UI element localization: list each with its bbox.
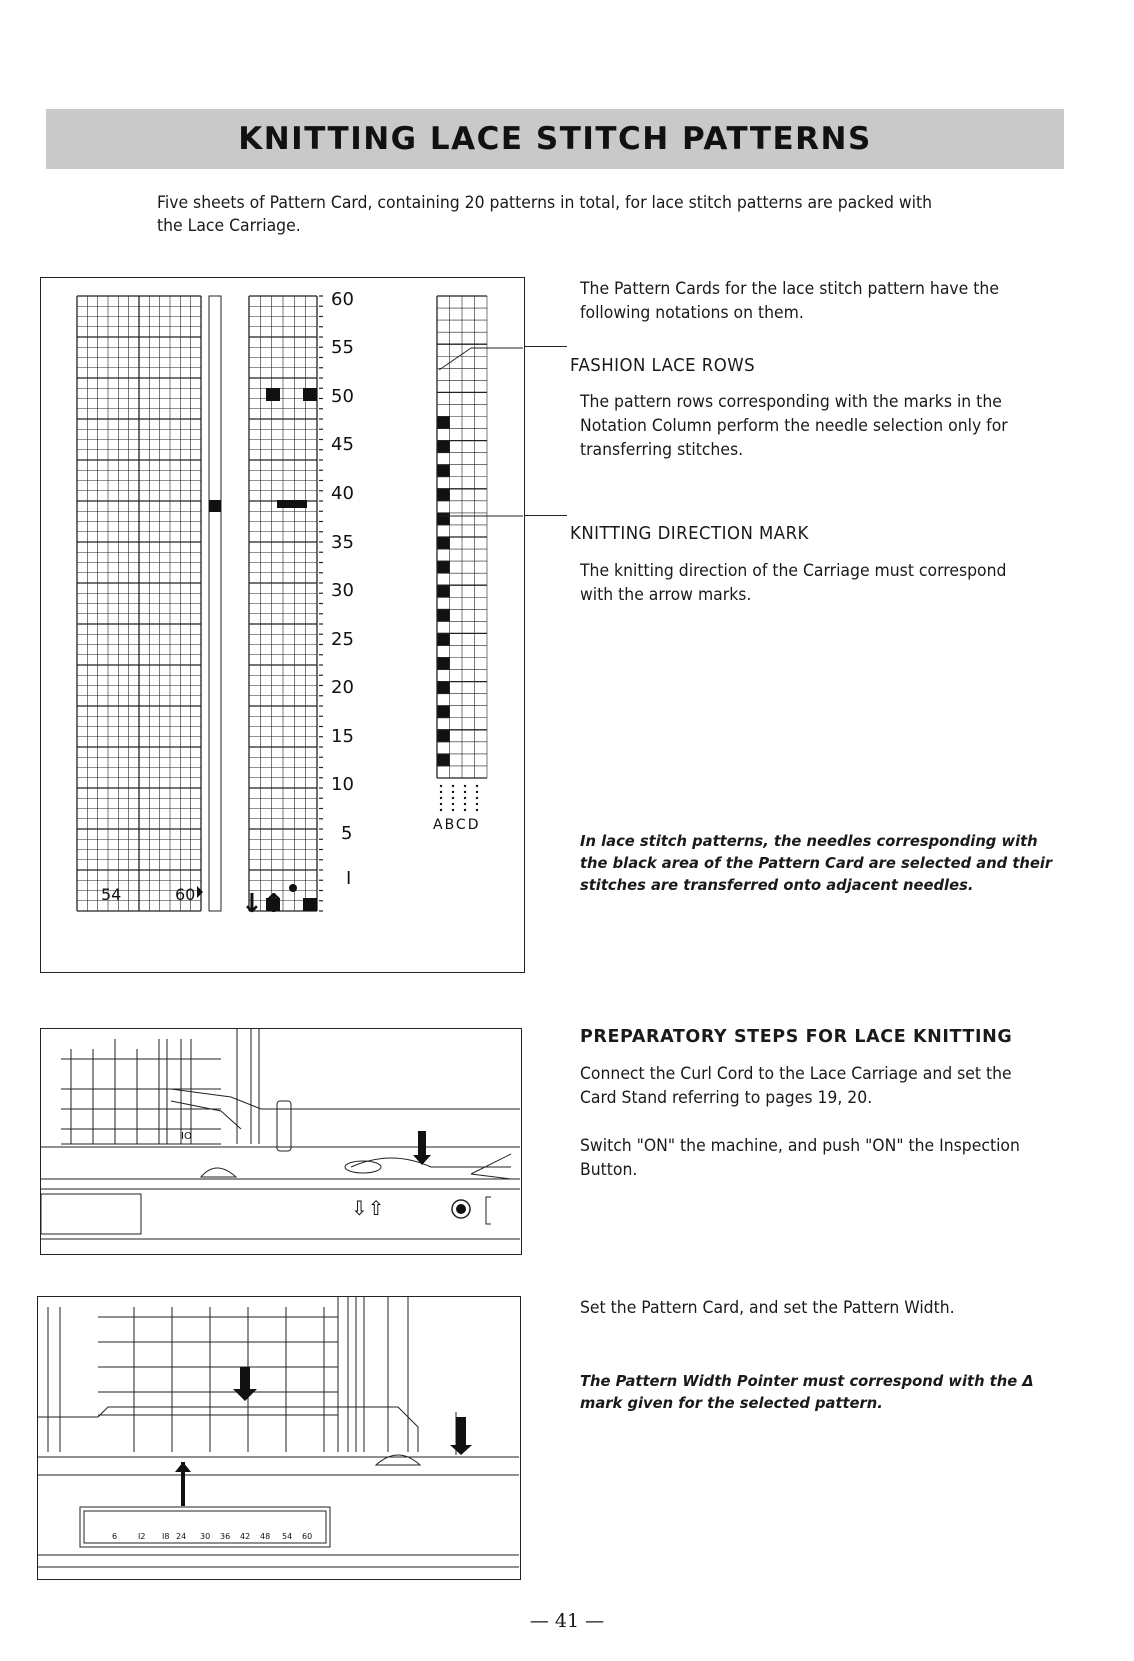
lace-note: In lace stitch patterns, the needles corresponding with the black area of the Pattern Card are selected and their stitches are transferred onto adjacent needles.: [580, 832, 1053, 894]
fashion-lace-text: The pattern rows corresponding with the marks in the Notation Column perform the needle selection only for transferring stitches.: [580, 392, 1008, 460]
page-number: — 41 —: [529, 1610, 605, 1632]
row-label-15: 15: [331, 726, 354, 747]
row-label-55: 55: [331, 337, 354, 358]
preparatory-heading: PREPARATORY STEPS FOR LACE KNITTING: [580, 1027, 1013, 1047]
scale-30: 30: [200, 1532, 211, 1541]
pattern-width-scale: [112, 1532, 312, 1541]
row-label-50: 50: [331, 386, 354, 407]
column-letters: ABCD: [433, 817, 481, 833]
row-label-30: 30: [331, 580, 354, 601]
row-label-5: 5: [341, 823, 353, 844]
pattern-card-figure: [40, 277, 525, 973]
title-banner: [46, 109, 1064, 169]
scale-42: 42: [240, 1532, 251, 1541]
scale-60: 60: [302, 1532, 313, 1541]
row-label-40: 40: [331, 483, 354, 504]
bottom-left-label: 54: [101, 885, 122, 904]
notations-intro: The Pattern Cards for the lace stitch pattern have the following notations on them.: [580, 279, 999, 323]
scale-24: 24: [176, 1532, 187, 1541]
direction-mark-text: The knitting direction of the Carriage must correspond with the arrow marks.: [580, 561, 1007, 605]
preparatory-step3: Set the Pattern Card, and set the Pattern Width.: [580, 1298, 955, 1318]
fashion-lace-heading: FASHION LACE ROWS: [570, 355, 756, 376]
intro-text: Five sheets of Pattern Card, containing 20 patterns in total, for lace stitch patterns are packed with the Lace Carriage.: [157, 193, 933, 236]
arrow-symbols-icon: ↓↑: [241, 889, 285, 919]
bottom-mid-label: 60: [175, 885, 196, 904]
machine-detail-figure: [40, 1028, 522, 1255]
preparatory-step2: Switch "ON" the machine, and push "ON" the Inspection Button.: [580, 1136, 1020, 1180]
preparatory-step3-note: The Pattern Width Pointer must correspond with the Δ mark given for the selected pattern.: [580, 1372, 1034, 1412]
direction-mark-heading: KNITTING DIRECTION MARK: [570, 523, 809, 544]
page-title: KNITTING LACE STITCH PATTERNS: [238, 121, 872, 157]
row-label-60: 60: [331, 289, 354, 310]
row-label-10: 10: [331, 774, 354, 795]
arrows-icon: ⇩⇧: [351, 1196, 385, 1220]
scale-18: I8: [162, 1532, 170, 1541]
row-label-25: 25: [331, 629, 354, 650]
scale-36: 36: [220, 1532, 231, 1541]
row-label-45: 45: [331, 434, 354, 455]
pattern-width-figure: [37, 1296, 521, 1580]
row-label-1: I: [346, 868, 352, 889]
row-number-labels: [331, 289, 354, 889]
direction-leader-line: [525, 515, 567, 516]
scale-54: 54: [282, 1532, 293, 1541]
scale-6: 6: [112, 1532, 118, 1541]
pattern-card-illustration: [41, 278, 523, 971]
row-label-35: 35: [331, 532, 354, 553]
row-label-20: 20: [331, 677, 354, 698]
scale-48: 48: [260, 1532, 271, 1541]
fashion-leader-line: [525, 346, 567, 347]
preparatory-step1: Connect the Curl Cord to the Lace Carriage and set the Card Stand referring to pages 19, 20.: [580, 1064, 1012, 1108]
scale-label-io: IO: [181, 1131, 192, 1142]
scale-12: I2: [138, 1532, 146, 1541]
